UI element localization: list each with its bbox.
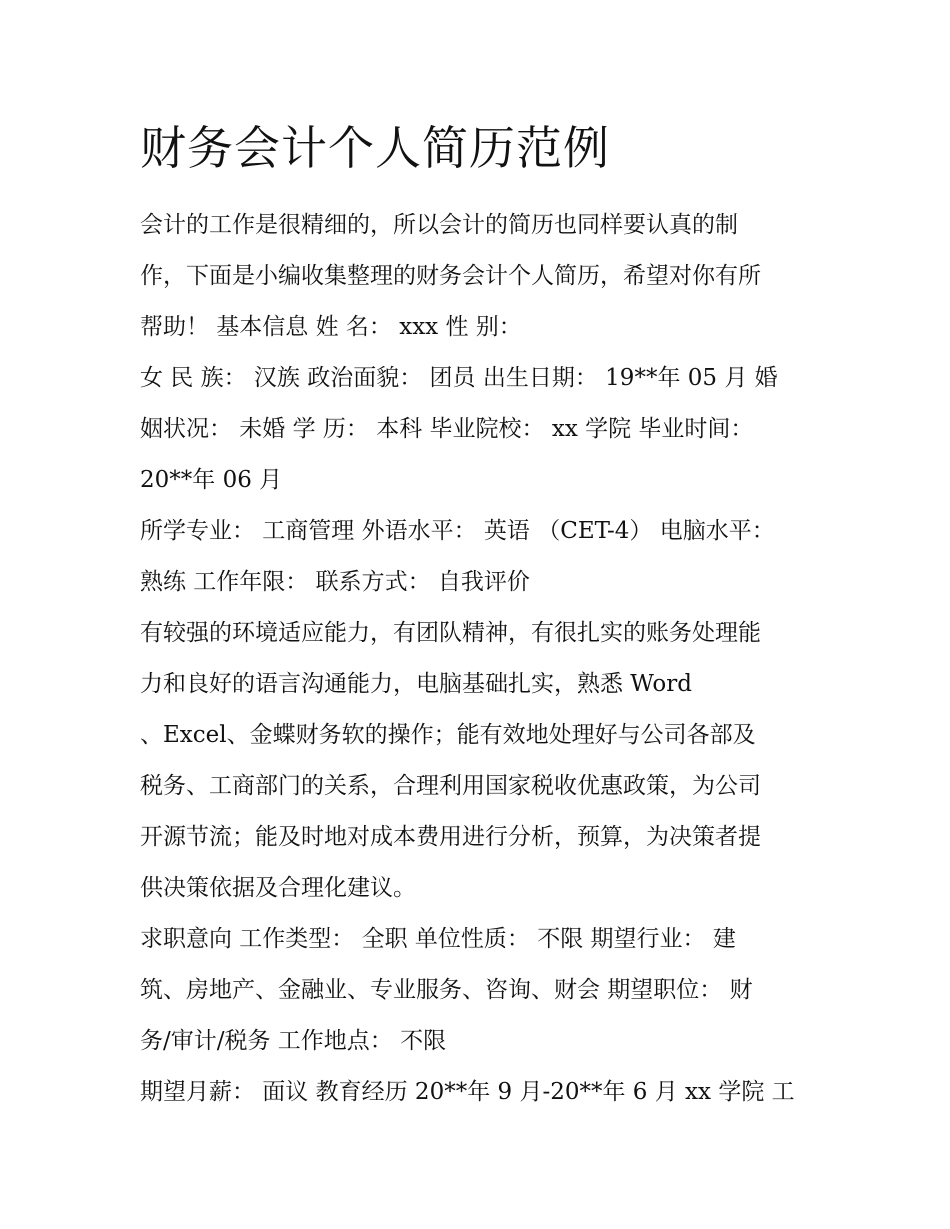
body-line: 力和良好的语言沟通能力，电脑基础扎实，熟悉 Word xyxy=(140,671,692,697)
body-line: 、Excel、金蝶财务软的操作；能有效地处理好与公司各部及 xyxy=(140,722,756,748)
body-line: 20**年 06 月 xyxy=(140,467,283,493)
body-line: 供决策依据及合理化建议。 xyxy=(140,875,416,901)
document-title: 财务会计个人简历范例 xyxy=(140,121,610,175)
body-line: 女 民 族： 汉族 政治面貌： 团员 出生日期： 19**年 05 月 婚 xyxy=(140,365,778,391)
body-line: 期望月薪： 面议 教育经历 20**年 9 月-20**年 6 月 xx 学院 工 xyxy=(140,1079,795,1105)
body-line: 税务、工商部门的关系，合理利用国家税收优惠政策，为公司 xyxy=(140,773,761,799)
body-line: 所学专业： 工商管理 外语水平： 英语 （CET-4） 电脑水平： xyxy=(140,518,775,544)
document-body xyxy=(140,200,820,1118)
body-line: 帮助！ 基本信息 姓 名： xxx 性 别： xyxy=(140,314,522,340)
body-line: 求职意向 工作类型： 全职 单位性质： 不限 期望行业： 建 xyxy=(140,926,736,952)
body-line: 熟练 工作年限： 联系方式： 自我评价 xyxy=(140,569,530,595)
body-line: 作，下面是小编收集整理的财务会计个人简历，希望对你有所 xyxy=(140,263,761,289)
body-line: 会计的工作是很精细的，所以会计的简历也同样要认真的制 xyxy=(140,212,738,238)
body-line: 开源节流；能及时地对成本费用进行分析，预算，为决策者提 xyxy=(140,824,761,850)
body-line: 筑、房地产、金融业、专业服务、咨询、财会 期望职位： 财 xyxy=(140,977,753,1003)
body-line: 务/审计/税务 工作地点： 不限 xyxy=(140,1028,447,1054)
body-line: 有较强的环境适应能力，有团队精神，有很扎实的账务处理能 xyxy=(140,620,761,646)
body-line: 姻状况： 未婚 学 历： 本科 毕业院校： xx 学院 毕业时间： xyxy=(140,416,754,442)
